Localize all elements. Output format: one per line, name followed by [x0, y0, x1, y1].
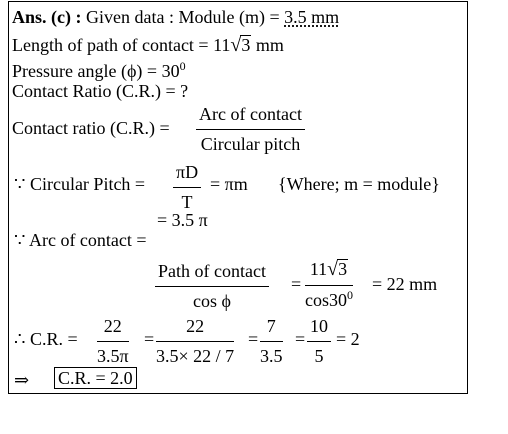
arc-numerator: Path of contact — [155, 261, 269, 287]
equals-3: = — [295, 329, 306, 349]
cr-fraction-2 — [156, 316, 234, 367]
f1-numerator: 22 — [97, 316, 129, 342]
arc-of-contact-label: ∵ Arc of contact = — [14, 230, 147, 250]
sqrt-symbol: √ — [230, 34, 242, 56]
f3-numerator: 7 — [260, 316, 283, 342]
circular-pitch-label: ∵ Circular Pitch = — [14, 174, 146, 194]
cr-def-denominator: Circular pitch — [200, 134, 301, 154]
answer-heading — [12, 8, 339, 26]
arc-denominator: cos ϕ — [193, 291, 231, 311]
arc-equals: = — [291, 274, 302, 294]
f2-denominator: 3.5× 22 / 7 — [156, 346, 235, 366]
pressure-label: Pressure angle (ϕ) = 30 — [12, 61, 180, 81]
path-root: 3 — [241, 35, 251, 55]
f4-numerator: 10 — [307, 316, 331, 342]
cr-final-equals: = 2 — [336, 329, 360, 349]
cr-fraction-3 — [260, 316, 283, 367]
cp-numerator: πD — [173, 162, 201, 188]
module-note: {Where; m = module} — [278, 174, 440, 194]
arc-den2-text: cos30 — [305, 290, 347, 310]
path-label: Length of path of contact = 11 — [12, 35, 231, 55]
path-of-contact-line — [12, 35, 284, 55]
cp-denominator: T — [181, 192, 193, 212]
arc-result: = 22 mm — [372, 274, 438, 294]
arc-denominator-2 — [305, 286, 353, 311]
pressure-degree: 0 — [179, 59, 186, 73]
cp-value: = 3.5 π — [157, 210, 208, 230]
f3-denominator: 3.5 — [260, 346, 283, 366]
f4-denominator: 5 — [314, 346, 324, 366]
f2-numerator: 22 — [156, 316, 234, 342]
cr-calc-label: ∴ C.R. = — [14, 329, 78, 349]
contact-ratio-question: Contact Ratio (C.R.) = ? — [12, 81, 189, 101]
final-answer — [54, 369, 137, 387]
arc-den2-degree: 0 — [347, 288, 353, 302]
arc-fraction-2 — [305, 258, 353, 311]
implies-arrow-icon: ⇒ — [14, 370, 30, 390]
cr-definition-label: Contact ratio (C.R.) = — [12, 118, 170, 138]
pressure-angle-line — [12, 59, 186, 81]
sqrt-symbol-2: √ — [327, 258, 339, 280]
equals-2: = — [248, 329, 259, 349]
arc-num2-root: 3 — [338, 259, 348, 279]
cr-fraction-4 — [307, 316, 331, 367]
answer-label: Ans. (c) : — [12, 7, 82, 27]
path-unit: mm — [251, 35, 284, 55]
given-data-text: Given data : Module (m) = — [81, 7, 285, 27]
cr-def-numerator: Arc of contact — [196, 104, 305, 130]
cr-fraction-1 — [97, 316, 129, 367]
cr-definition-fraction — [196, 104, 305, 155]
arc-num2-coefficient: 11 — [309, 259, 328, 279]
module-value: 3.5 mm — [284, 7, 340, 27]
arc-fraction-1 — [155, 261, 269, 312]
arc-numerator-2 — [305, 258, 353, 286]
cp-equals: = πm — [210, 174, 248, 194]
equals-1: = — [144, 329, 155, 349]
final-answer-box: C.R. = 2.0 — [54, 367, 137, 389]
f1-denominator: 3.5π — [97, 346, 129, 366]
circular-pitch-fraction — [173, 162, 201, 213]
